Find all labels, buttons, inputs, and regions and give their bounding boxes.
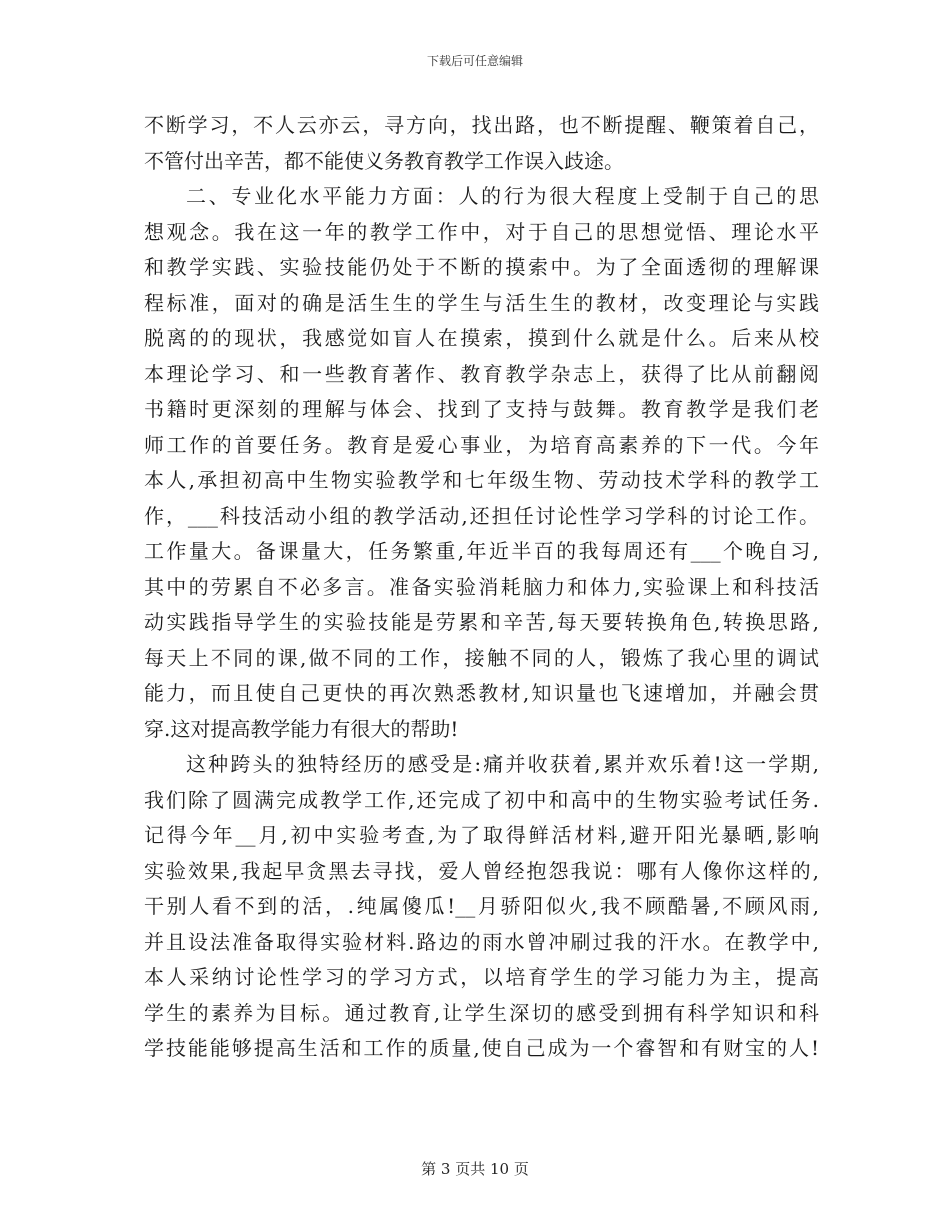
text-line: 工作量大。备课量大，任务繁重,年近半百的我每周还有___个晚自习, bbox=[144, 539, 819, 563]
text-line: 记得今年__月,初中实验考查,为了取得鲜活材料,避开阳光暴晒,影响 bbox=[144, 823, 819, 847]
text-line: 不断学习，不人云亦云，寻方向，找出路，也不断提醒、鞭策着自己， bbox=[144, 113, 819, 137]
text-line: 和教学实践、实验技能仍处于不断的摸索中。为了全面透彻的理解课 bbox=[144, 255, 819, 279]
text-line: 作，___科技活动小组的教学活动,还担任讨论性学习学科的讨论工作。 bbox=[144, 503, 819, 528]
text-line: 并且设法准备取得实验材料.路边的雨水曾冲刷过我的汗水。在教学中, bbox=[144, 929, 819, 954]
text-line: 师工作的首要任务。教育是爱心事业，为培育高素养的下一代。今年 bbox=[144, 432, 819, 457]
text-line: 学生的素养为目标。通过教育,让学生深切的感受到拥有科学知识和科 bbox=[144, 1000, 819, 1025]
document-body bbox=[144, 108, 819, 1067]
page-number: 第 3 页共 10 页 bbox=[421, 1160, 529, 1178]
text-line: 学技能能够提高生活和工作的质量,使自己成为一个睿智和有财宝的人! bbox=[144, 1036, 819, 1060]
text-line: 想观念。我在这一年的教学工作中，对于自己的思想觉悟、理论水平 bbox=[144, 219, 819, 244]
text-line: 书籍时更深刻的理解与体会、找到了支持与鼓舞。教育教学是我们老 bbox=[144, 397, 819, 421]
text-line: 这种跨头的独特经历的感受是:痛并收获着,累并欢乐着!这一学期, bbox=[186, 752, 819, 776]
text-line: 我们除了圆满完成教学工作,还完成了初中和高中的生物实验考试任务. bbox=[144, 787, 819, 812]
text-line: 实验效果,我起早贪黑去寻找，爱人曾经抱怨我说：哪有人像你这样的, bbox=[144, 858, 819, 883]
page-header: 下载后可任意编辑 bbox=[426, 54, 523, 68]
text-line: 本人采纳讨论性学习的学习方式，以培育学生的学习能力为主，提高 bbox=[144, 965, 819, 989]
text-line: 不管付出辛苦，都不能使义务教育教学工作误入歧途。 bbox=[144, 148, 624, 173]
paragraph bbox=[144, 179, 819, 747]
text-line: 本人,承担初高中生物实验教学和七年级生物、劳动技术学科的教学工 bbox=[144, 468, 819, 492]
paragraph bbox=[144, 108, 819, 179]
text-line: 其中的劳累自不必多言。准备实验消耗脑力和体力,实验课上和科技活 bbox=[144, 574, 819, 599]
text-line: 本理论学习、和一些教育著作、教育教学杂志上，获得了比从前翻阅 bbox=[144, 361, 819, 386]
text-line: 程标准，面对的确是活生生的学生与活生生的教材，改变理论与实践 bbox=[144, 290, 819, 315]
text-line: 脱离的的现状，我感觉如盲人在摸索，摸到什么就是什么。后来从校 bbox=[144, 326, 819, 350]
text-line: 二、专业化水平能力方面：人的行为很大程度上受制于自己的思 bbox=[186, 184, 819, 208]
paragraph bbox=[144, 747, 819, 1067]
text-line: 动实践指导学生的实验技能是劳累和辛苦,每天要转换角色,转换思路, bbox=[144, 610, 819, 634]
text-line: 每天上不同的课,做不同的工作，接触不同的人，锻炼了我心里的调试 bbox=[144, 645, 819, 670]
text-line: 穿.这对提高教学能力有很大的帮助! bbox=[144, 716, 459, 741]
text-line: 干别人看不到的活，.纯属傻瓜!__月骄阳似火,我不顾酷暑,不顾风雨, bbox=[144, 894, 819, 918]
text-line: 能力，而且使自己更快的再次熟悉教材,知识量也飞速增加，并融会贯 bbox=[144, 681, 819, 705]
